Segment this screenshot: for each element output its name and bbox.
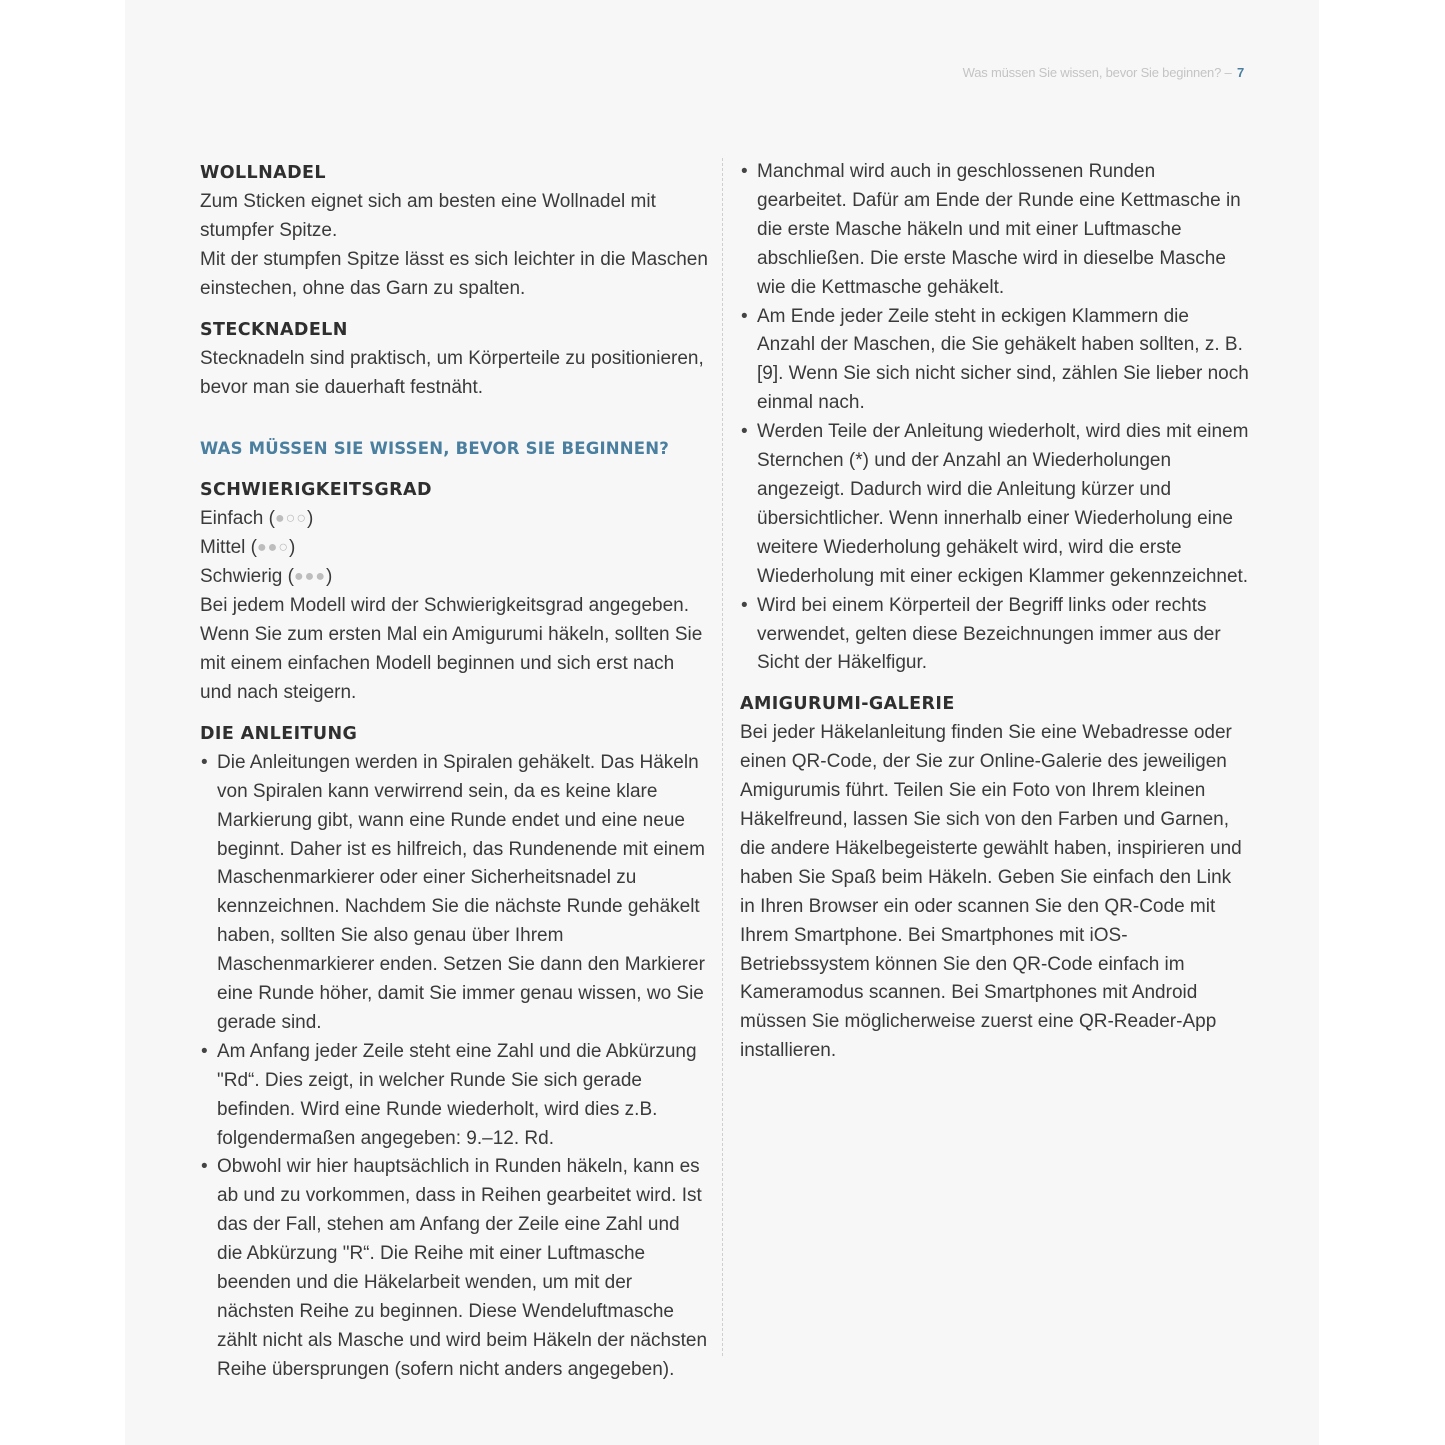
heading-anleitung: DIE ANLEITUNG [200, 723, 358, 744]
running-title: Was müssen Sie wissen, bevor Sie beginnen? – [962, 65, 1235, 80]
wollnadel-text-2: Mit der stumpfen Spitze lässt es sich leichter in die Maschen einstechen, ohne das Garn zu spalten. [200, 248, 708, 299]
list-item: • Wird bei einem Körperteil der Begriff links oder rechts verwendet, gelten diese Bezeichnungen immer aus der Sicht der Häkelfigur. [740, 592, 1250, 679]
difficulty-label: Einfach [200, 508, 264, 530]
book-page [125, 0, 1319, 1445]
difficulty-level-easy: Einfach (●○○) [200, 508, 314, 530]
schwierigkeit-text: Bei jedem Modell wird der Schwierigkeitsgrad angegeben. Wenn Sie zum ersten Mal ein Amigurumi häkeln, sollten Sie mit einem einfachen Modell beginnen und sich erst nach und nach steigern. [200, 595, 703, 703]
wollnadel-text-1: Zum Sticken eignet sich am besten eine Wollnadel mit stumpfer Spitze. [200, 191, 656, 241]
list-item: • Obwohl wir hier hauptsächlich in Runden häkeln, kann es ab und zu vorkommen, dass in Reihen gearbeitet wird. Ist das der Fall, stehen am Anfang der Zeile eine Zahl und die Abkürzung "R“. Die Reihe mit einer Luftmasche beenden und die Häkelarbeit wenden, um mit der nächsten Reihe zu beginnen. Diese Wendeluftmasche zählt nicht als Masche und wird beim Häkeln der nächsten Reihe übersprungen (sofern nicht anders angegeben). [200, 1153, 710, 1384]
difficulty-level-medium: Mittel (●●○) [200, 537, 296, 559]
right-column [740, 158, 1250, 1066]
difficulty-level-hard: Schwierig (●●●) [200, 566, 333, 588]
heading-schwierigkeitsgrad: SCHWIERIGKEITSGRAD [200, 480, 432, 501]
left-column [200, 158, 710, 1385]
heading-stecknadeln: STECKNADELN [200, 319, 348, 340]
galerie-text: Bei jeder Häkelanleitung finden Sie eine Webadresse oder einen QR-Code, der Sie zur Online-Galerie des jeweiligen Amigurumis führt. Teilen Sie ein Foto von Ihrem kleinen Häkelfreund, lassen Sie sich von den Farben und Garnen, die andere Häkelbegeisterte gewählt haben, inspirieren und haben Sie Spaß beim Häkeln. Geben Sie einfach den Link in Ihren Browser ein oder scannen Sie den QR-Code mit Ihrem Smartphone. Bei Smartphones mit iOS-Betriebssystem können Sie den QR-Code einfach im Kameramodus scannen. Bei Smartphones mit Android müssen Sie möglicherweise zuerst eine QR-Reader-App installieren. [740, 722, 1242, 1062]
difficulty-label: Mittel [200, 537, 246, 559]
difficulty-dots-icon: ●●○ [257, 539, 290, 557]
list-item: • Werden Teile der Anleitung wiederholt, wird dies mit einem Sternchen (*) und der Anzahl an Wiederholungen angezeigt. Dadurch wird die Anleitung kürzer und übersichtlicher. Wenn innerhalb einer Wiederholung eine weitere Wiederholung gehäkelt wird, wird die erste Wiederholung mit einer eckigen Klammer gekennzeichnet. [740, 418, 1250, 591]
running-head [963, 65, 1244, 80]
anleitung-list-continued [740, 158, 1250, 678]
stecknadeln-text: Stecknadeln sind praktisch, um Körperteile zu positionieren, bevor man sie dauerhaft festnäht. [200, 347, 704, 398]
difficulty-label: Schwierig [200, 566, 283, 588]
column-divider [722, 158, 723, 1356]
list-item: • Am Ende jeder Zeile steht in eckigen Klammern die Anzahl der Maschen, die Sie gehäkelt haben sollten, z. B. [9]. Wenn Sie sich nicht sicher sind, zählen Sie lieber noch einmal nach. [740, 303, 1250, 419]
anleitung-list [200, 749, 710, 1385]
heading-wollnadel: WOLLNADEL [200, 163, 326, 183]
page-number: 7 [1236, 65, 1244, 80]
list-item: • Die Anleitungen werden in Spiralen gehäkelt. Das Häkeln von Spiralen kann verwirrend sein, da es keine klare Markierung gibt, wann eine Runde endet und eine neue beginnt. Daher ist es hilfreich, das Rundenende mit einem Maschenmarkierer oder einer Sicherheitsnadel zu kennzeichnen. Nachdem Sie die nächste Runde gehäkelt haben, sollten Sie also genau über Ihrem Maschenmarkierer enden. Setzen Sie dann den Markierer eine Runde höher, damit Sie immer genau wissen, wo Sie gerade sind. [200, 749, 710, 1038]
list-item: • Manchmal wird auch in geschlossenen Runden gearbeitet. Dafür am Ende der Runde eine Kettmasche in die erste Masche häkeln und mit einer Luftmasche abschließen. Die erste Masche wird in dieselbe Masche wie die Kettmasche gehäkelt. [740, 158, 1250, 303]
list-item: • Am Anfang jeder Zeile steht eine Zahl und die Abkürzung "Rd“. Dies zeigt, in welcher Runde Sie sich gerade befinden. Wird eine Runde wiederholt, wird dies z.B. folgendermaßen angegeben: 9.–12. Rd. [200, 1038, 710, 1154]
heading-amigurumi-galerie: AMIGURUMI-GALERIE [740, 694, 955, 715]
difficulty-dots-icon: ●○○ [274, 510, 307, 528]
section-title: WAS MÜSSEN SIE WISSEN, BEVOR SIE BEGINNEN? [200, 439, 670, 459]
difficulty-dots-icon: ●●● [293, 568, 326, 586]
